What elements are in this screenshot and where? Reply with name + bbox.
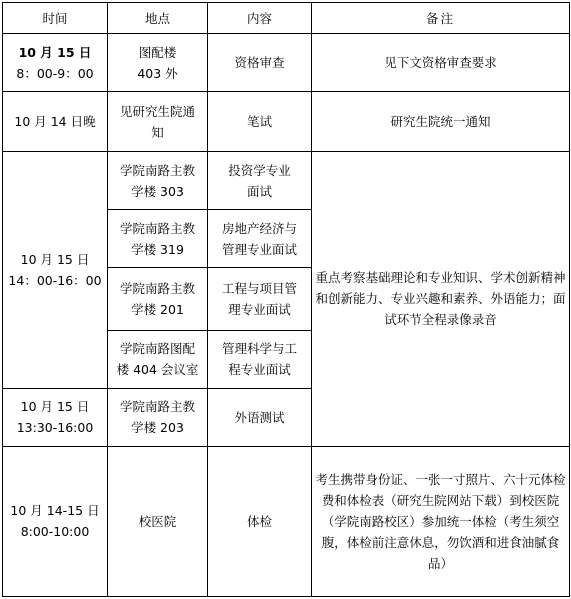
content-cell xyxy=(208,330,312,388)
schedule-table xyxy=(2,2,570,597)
date-text: 10 月 15 日 xyxy=(20,251,90,267)
content-cell: 笔试 xyxy=(208,92,312,152)
time-cell xyxy=(3,446,108,596)
time-range-text: 13:30-16:00 xyxy=(16,420,94,436)
content-text: 面试 xyxy=(246,183,272,199)
date-text: 10 月 14-15 日 xyxy=(10,503,100,519)
time-range-text: 14：00-16：00 xyxy=(8,272,102,288)
table-row xyxy=(3,152,570,210)
place-text: 学院南路主教 xyxy=(119,280,195,296)
place-text: 学楼 319 xyxy=(131,241,184,257)
content-text: 管理专业面试 xyxy=(221,241,297,257)
place-text: 学院南路主教 xyxy=(119,399,195,415)
header-remark: 备注 xyxy=(312,3,570,34)
remark-cell: 研究生院统一通知 xyxy=(312,92,570,152)
time-range-text: 8：00-9：00 xyxy=(16,65,94,81)
place-cell xyxy=(108,152,208,210)
place-text: 知 xyxy=(151,124,164,140)
content-text: 投资学专业 xyxy=(228,162,291,178)
remark-cell: 考生携带身份证、一张一寸照片、六十元体检费和体检表（研究生院网站下载）到校医院（学院南路校区）参加统一体检（考生须空腹，体检前注意休息，勿饮酒和进食油腻食品） xyxy=(312,446,570,596)
header-row xyxy=(3,3,570,34)
place-text: 学院南路主教 xyxy=(119,162,195,178)
table-row xyxy=(3,34,570,92)
place-text: 403 外 xyxy=(137,65,178,81)
table-row xyxy=(3,446,570,596)
place-text: 学楼 203 xyxy=(131,420,184,436)
remark-cell: 见下文资格审查要求 xyxy=(312,34,570,92)
remark-cell: 重点考察基础理论和专业知识、学术创新精神和创新能力、专业兴趣和素养、外语能力；面试环节全程录像录音 xyxy=(312,152,570,446)
place-text: 学楼 201 xyxy=(131,301,184,317)
header-content: 内容 xyxy=(208,3,312,34)
place-text: 楼 404 会议室 xyxy=(116,362,199,378)
time-cell xyxy=(3,152,108,388)
content-cell: 外语测试 xyxy=(208,388,312,446)
content-text: 房地产经济与 xyxy=(221,220,297,236)
place-text: 见研究生院通 xyxy=(119,103,195,119)
place-text: 学院南路图配 xyxy=(119,341,195,357)
table-row xyxy=(3,92,570,152)
content-cell: 体检 xyxy=(208,446,312,596)
time-cell: 10 月 14 日晚 xyxy=(3,92,108,152)
date-text: 10 月 15 日 xyxy=(18,44,92,60)
content-text: 理专业面试 xyxy=(228,301,291,317)
time-cell xyxy=(3,34,108,92)
place-cell: 校医院 xyxy=(108,446,208,596)
header-place: 地点 xyxy=(108,3,208,34)
place-cell xyxy=(108,330,208,388)
content-text: 工程与项目管 xyxy=(221,280,297,296)
place-text: 学院南路主教 xyxy=(119,220,195,236)
place-cell xyxy=(108,34,208,92)
place-text: 学楼 303 xyxy=(131,183,184,199)
time-cell xyxy=(3,388,108,446)
place-text: 图配楼 xyxy=(138,44,177,60)
place-cell xyxy=(108,92,208,152)
time-range-text: 8:00-10:00 xyxy=(20,524,90,540)
content-cell xyxy=(208,210,312,268)
place-cell xyxy=(108,210,208,268)
content-text: 程专业面试 xyxy=(228,362,291,378)
content-cell: 资格审查 xyxy=(208,34,312,92)
date-text: 10 月 15 日 xyxy=(20,399,90,415)
content-text: 管理科学与工 xyxy=(221,341,297,357)
place-cell xyxy=(108,268,208,330)
content-cell xyxy=(208,268,312,330)
place-cell xyxy=(108,388,208,446)
header-time: 时间 xyxy=(3,3,108,34)
content-cell xyxy=(208,152,312,210)
